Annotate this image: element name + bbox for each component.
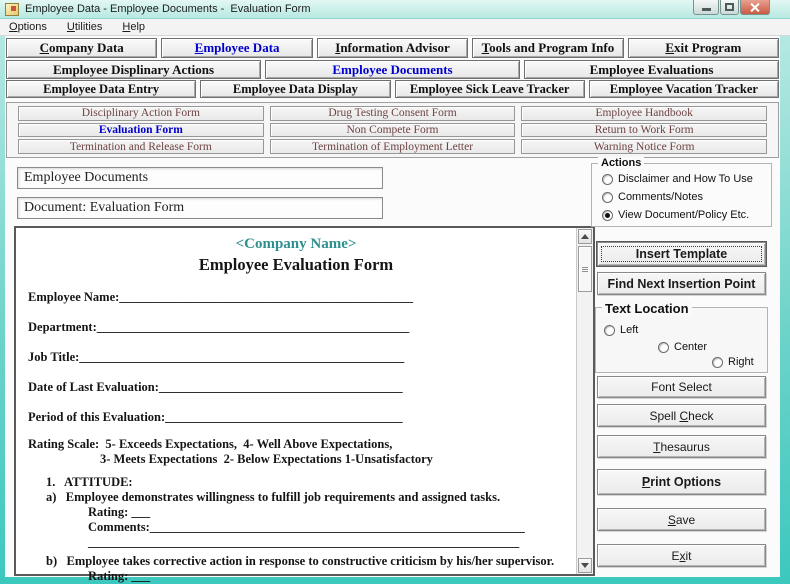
category-field[interactable]: Employee Documents	[17, 167, 383, 189]
radio-label: View Document/Policy Etc.	[618, 209, 750, 221]
tab-label: Exit Program	[665, 40, 742, 55]
actions-group-title: Actions	[598, 157, 644, 169]
form-btn-label: Return to Work Form	[594, 123, 694, 136]
radio-view-document-policy[interactable]	[602, 209, 749, 221]
tab-label: Information Advisor	[335, 40, 450, 55]
scroll-down-icon	[581, 563, 589, 568]
vertical-scrollbar[interactable]	[576, 228, 593, 574]
document-spacer	[16, 467, 576, 475]
form-btn-non-compete-form[interactable]	[270, 123, 516, 138]
actions-group	[591, 157, 772, 227]
document-line: Comments:____________________________________________________________	[88, 520, 525, 534]
document-line: 3- Meets Expectations 2- Below Expectations 1-Unsatisfactory	[100, 452, 433, 466]
tab-employee-sick-leave-tracker[interactable]	[395, 80, 585, 98]
tab-label: Employee Documents	[332, 61, 453, 77]
radio-text-center[interactable]	[658, 341, 707, 353]
form-btn-drug-testing-consent-form[interactable]	[270, 106, 516, 121]
button-label: Find Next Insertion Point	[607, 276, 756, 291]
thesaurus-button[interactable]	[597, 435, 766, 458]
radio-comments-notes[interactable]	[602, 191, 703, 203]
form-btn-termination-and-release-form[interactable]	[18, 139, 264, 154]
close-icon	[750, 2, 760, 12]
radio-text-left[interactable]	[604, 324, 638, 336]
radio-label: Disclaimer and How To Use	[618, 173, 753, 185]
menu-options[interactable]: Options	[9, 21, 47, 33]
radio-icon	[604, 325, 615, 336]
document-line: b) Employee takes corrective action in response to constructive criticism by his/her supervisor.	[46, 554, 555, 568]
button-label: Save	[667, 512, 696, 527]
form-btn-label: Employee Handbook	[595, 107, 693, 120]
maximize-button[interactable]	[720, 0, 739, 15]
document-forms-grid	[6, 102, 779, 158]
form-btn-label: Disciplinary Action Form	[81, 107, 200, 120]
form-btn-evaluation-form[interactable]	[18, 123, 264, 138]
radio-text-right[interactable]	[712, 356, 754, 368]
document-line: a) Employee demonstrates willingness to fulfill job requirements and assigned tasks.	[46, 490, 501, 504]
radio-icon	[712, 357, 723, 368]
form-btn-label: Warning Notice Form	[593, 140, 695, 153]
spell-check-button[interactable]	[597, 404, 766, 427]
radio-disclaimer-and-how-to-use[interactable]	[602, 173, 753, 185]
tab-employee-displinary-actions[interactable]	[6, 60, 261, 79]
tab-label: Employee Sick Leave Tracker	[409, 81, 570, 96]
document-spacer	[16, 395, 576, 410]
document-line: _____________________________________________________________________	[88, 535, 520, 549]
tab-tools-and-program-info[interactable]	[472, 38, 623, 58]
form-btn-label: Non Compete Form	[346, 123, 439, 136]
button-label: Thesaurus	[653, 439, 710, 454]
nav-row-employee-data	[6, 60, 779, 79]
tab-employee-data[interactable]	[161, 38, 312, 58]
scroll-up-icon	[581, 234, 589, 239]
app-icon	[5, 3, 19, 16]
minimize-icon	[702, 8, 711, 11]
form-btn-termination-of-employment-letter[interactable]	[270, 139, 516, 154]
document-line: Job Title:____________________________________________________	[28, 350, 405, 364]
radio-label: Right	[728, 356, 754, 368]
document-name-field[interactable]: Document: Evaluation Form	[17, 197, 383, 219]
document-line: Rating Scale: 5- Exceeds Expectations, 4- Well Above Expectations,	[28, 437, 393, 451]
tab-employee-vacation-tracker[interactable]	[589, 80, 779, 98]
maximize-icon	[725, 3, 734, 11]
button-label: Exit	[671, 548, 692, 563]
form-btn-employee-handbook[interactable]	[521, 106, 767, 121]
document-line: Rating: ___	[88, 505, 151, 519]
document-viewer[interactable]	[14, 226, 595, 583]
document-line: Date of Last Evaluation:_______________________________________	[28, 380, 403, 394]
form-btn-warning-notice-form[interactable]	[521, 139, 767, 154]
menu-bar	[0, 19, 790, 36]
document-spacer	[16, 365, 576, 380]
tab-employee-data-display[interactable]	[200, 80, 390, 98]
exit-button[interactable]	[597, 544, 766, 567]
radio-icon	[658, 342, 669, 353]
save-button[interactable]	[597, 508, 766, 531]
document-spacer	[16, 425, 576, 437]
document-line: Employee Name:_______________________________________________	[28, 290, 414, 304]
form-btn-disciplinary-action-form[interactable]	[18, 106, 264, 121]
tab-label: Company Data	[39, 40, 124, 55]
nav-row-main	[6, 38, 779, 58]
tab-information-advisor[interactable]	[317, 38, 468, 58]
document-spacer	[16, 275, 576, 290]
content-panel	[5, 36, 780, 583]
form-btn-label: Termination and Release Form	[69, 140, 212, 153]
button-label: Insert Template	[635, 247, 728, 261]
button-label: Spell Check	[649, 408, 714, 423]
radio-icon	[602, 192, 613, 203]
tab-employee-evaluations[interactable]	[524, 60, 779, 79]
scrollbar-thumb[interactable]	[578, 246, 592, 292]
font-select-button[interactable]	[597, 376, 766, 398]
tab-label: Employee Evaluations	[589, 61, 714, 77]
tab-label: Employee Data	[194, 40, 280, 55]
minimize-button[interactable]	[693, 0, 719, 15]
radio-label: Left	[620, 324, 639, 336]
tab-company-data[interactable]	[6, 38, 157, 58]
tab-label: Employee Data Display	[232, 81, 358, 96]
nav-row-trackers	[6, 80, 779, 98]
document-line: Department:__________________________________________________	[28, 320, 410, 334]
document-line: Period of this Evaluation:______________________________________	[28, 410, 403, 424]
form-btn-label: Termination of Employment Letter	[311, 140, 474, 153]
radio-icon-selected	[602, 210, 613, 221]
document-spacer	[16, 335, 576, 350]
radio-label: Comments/Notes	[618, 191, 703, 203]
print-options-button[interactable]	[597, 469, 766, 495]
tab-label: Employee Vacation Tracker	[609, 81, 758, 96]
title-bar	[0, 0, 790, 19]
scroll-up-button[interactable]	[578, 229, 592, 244]
tab-label: Tools and Program Info	[481, 40, 615, 55]
button-label: Font Select	[651, 380, 712, 394]
tab-employee-documents[interactable]	[265, 60, 520, 79]
radio-icon	[602, 174, 613, 185]
tab-exit-program[interactable]	[628, 38, 779, 58]
tab-employee-data-entry[interactable]	[6, 80, 196, 98]
find-next-insertion-point-button[interactable]	[597, 272, 766, 295]
menu-utilities[interactable]: Utilities	[66, 21, 103, 33]
scroll-down-button[interactable]	[578, 558, 592, 573]
form-btn-label: Drug Testing Consent Form	[328, 107, 457, 120]
button-label: Print Options	[641, 475, 722, 489]
menu-help[interactable]: Help	[122, 21, 146, 33]
close-button[interactable]	[740, 0, 770, 15]
window-controls	[693, 0, 770, 15]
tab-label: Employee Data Entry	[43, 81, 160, 96]
document-spacer	[16, 305, 576, 320]
document-content[interactable]	[16, 228, 576, 583]
document-line: Rating: ___	[88, 569, 151, 583]
text-location-group	[595, 301, 768, 373]
insert-template-button[interactable]	[597, 242, 766, 266]
document-line: <Company Name>	[235, 236, 357, 252]
document-line: Employee Evaluation Form	[198, 255, 394, 274]
form-btn-return-to-work-form[interactable]	[521, 123, 767, 138]
window-title: Employee Data - Employee Documents - Evaluation Form	[25, 3, 311, 15]
tab-label: Employee Displinary Actions	[52, 61, 215, 77]
form-btn-label: Evaluation Form	[98, 123, 183, 136]
document-line: 1. ATTITUDE:	[46, 475, 133, 489]
radio-label: Center	[674, 341, 708, 353]
text-location-group-title: Text Location	[602, 301, 692, 316]
